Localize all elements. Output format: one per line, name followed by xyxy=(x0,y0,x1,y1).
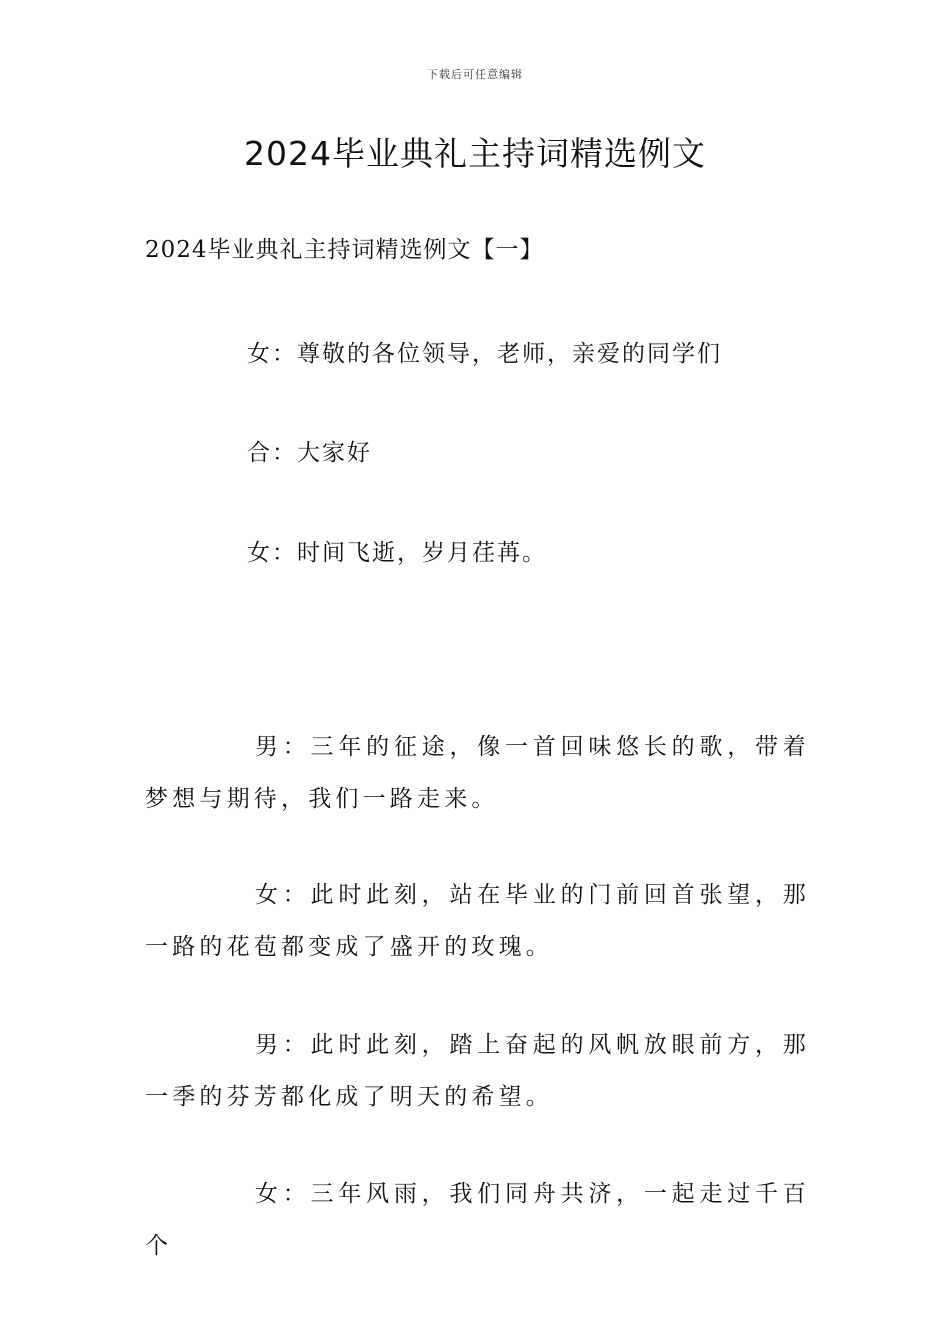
dialogue-line: 合：大家好 xyxy=(247,440,372,466)
dialogue-paragraph: 女：此时此刻，站在毕业的门前回首张望，那一路的花苞都变成了盛开的玫瑰。 xyxy=(145,882,810,960)
dialogue-line: 女：尊敬的各位领导，老师，亲爱的同学们 xyxy=(247,341,722,367)
dialogue-paragraph: 女：三年风雨，我们同舟共济，一起走过千百个 xyxy=(145,1181,810,1259)
dialogue-paragraph: 男：此时此刻，踏上奋起的风帆放眼前方，那一季的芬芳都化成了明天的希望。 xyxy=(145,1032,810,1110)
section-heading: 2024毕业典礼主持词精选例文【一】 xyxy=(145,237,544,263)
document-title: 2024毕业典礼主持词精选例文 xyxy=(244,134,706,173)
dialogue-line: 女：时间飞逝，岁月荏苒。 xyxy=(247,540,547,566)
dialogue-paragraph: 男：三年的征途，像一首回味悠长的歌，带着梦想与期待，我们一路走来。 xyxy=(145,734,810,812)
header-note: 下载后可任意编辑 xyxy=(427,68,523,81)
